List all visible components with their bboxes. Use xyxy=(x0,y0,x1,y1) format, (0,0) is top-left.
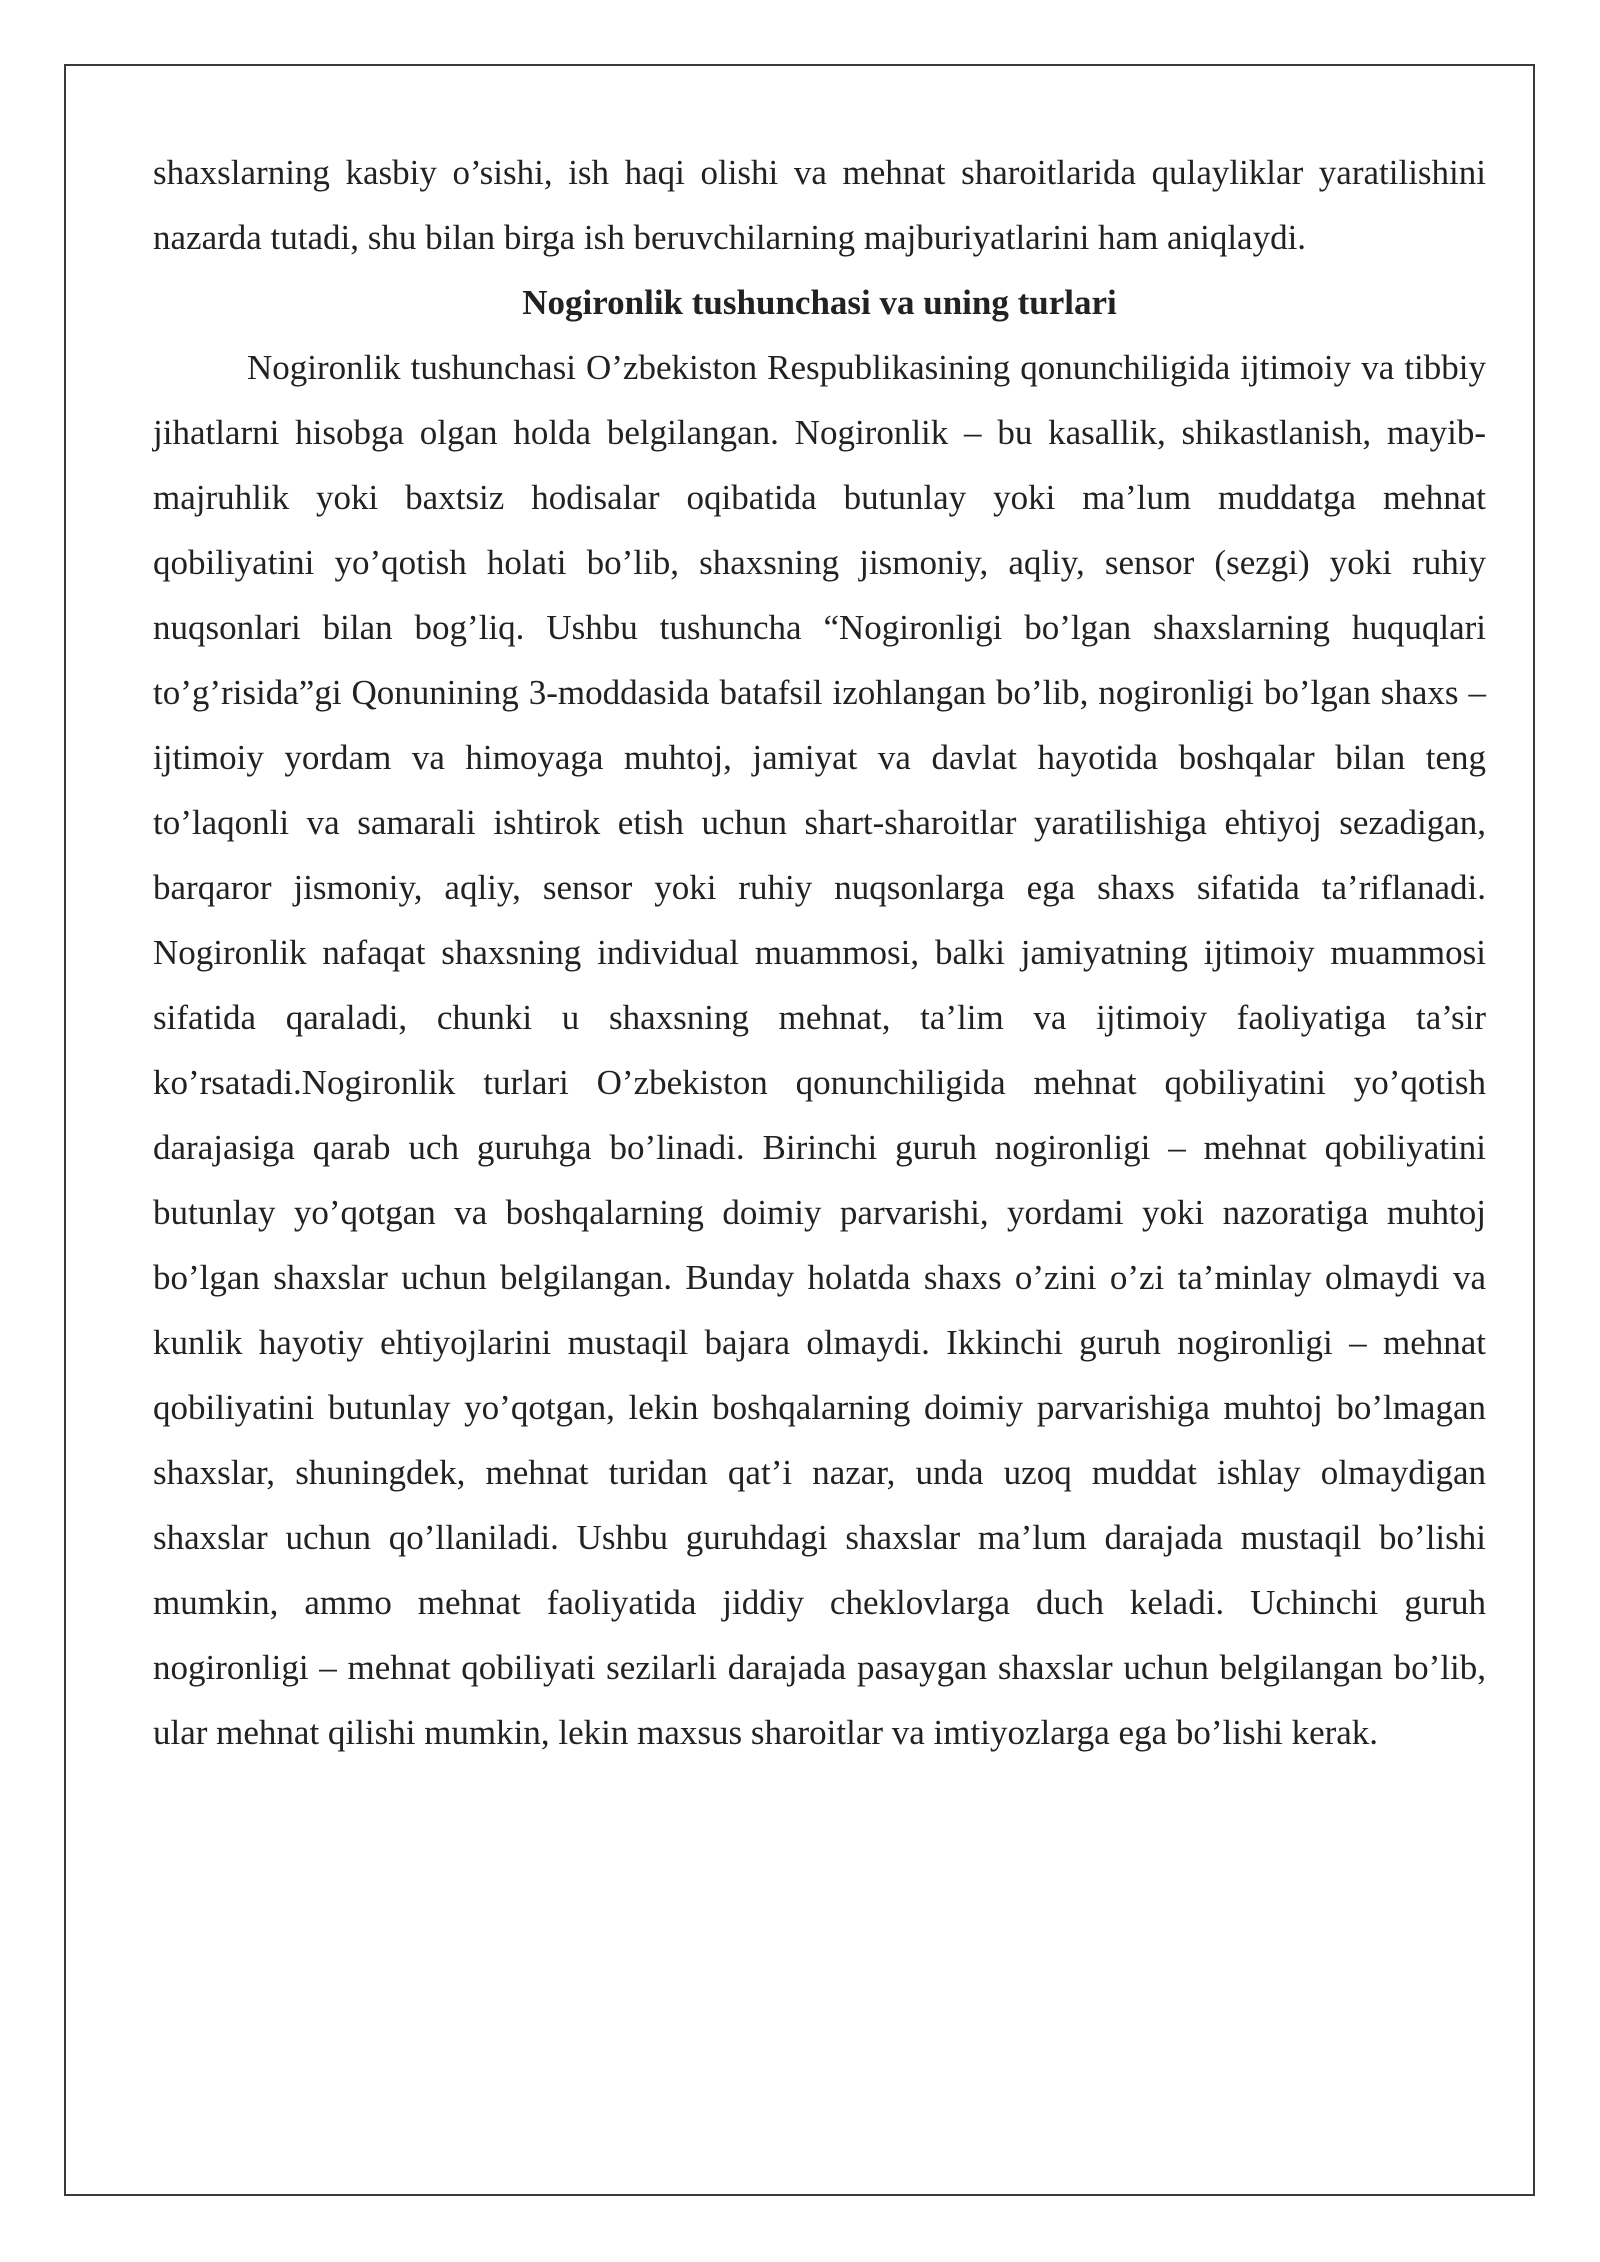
section-heading: Nogironlik tushunchasi va uning turlari xyxy=(522,283,1117,322)
document-body xyxy=(153,140,1486,1765)
main-paragraph: Nogironlik tushunchasi O’zbekiston Respublikasining qonunchiligida ijtimoiy va tibbiy jihatlarni hisobga olgan holda belgilangan. Nogironlik – bu kasallik, shikastlanish, mayib-majruhlik yoki baxtsiz hodisalar oqibatida butunlay yoki ma’lum muddatga mehnat qobiliyatini yo’qotish holati bo’lib, shaxsning jismoniy, aqliy, sensor (sezgi) yoki ruhiy nuqsonlari bilan bog’liq. Ushbu tushuncha “Nogironligi bo’lgan shaxslarning huquqlari to’g’risida”gi Qonunining 3-moddasida batafsil izohlangan bo’lib, nogironligi bo’lgan shaxs – ijtimoiy yordam va himoyaga muhtoj, jamiyat va davlat hayotida boshqalar bilan teng to’laqonli va samarali ishtirok etish uchun shart-sharoitlar yaratilishiga ehtiyoj sezadigan, barqaror jismoniy, aqliy, sensor yoki ruhiy nuqsonlarga ega shaxs sifatida ta’riflanadi. Nogironlik nafaqat shaxsning individual muammosi, balki jamiyatning ijtimoiy muammosi sifatida qaraladi, chunki u shaxsning mehnat, ta’lim va ijtimoiy faoliyatiga ta’sir ko’rsatadi.Nogironlik turlari O’zbekiston qonunchiligida mehnat qobiliyatini yo’qotish darajasiga qarab uch guruhga bo’linadi. Birinchi guruh nogironligi – mehnat qobiliyatini butunlay yo’qotgan va boshqalarning doimiy parvarishi, yordami yoki nazoratiga muhtoj bo’lgan shaxslar uchun belgilangan. Bunday holatda shaxs o’zini o’zi ta’minlay olmaydi va kunlik hayotiy ehtiyojlarini mustaqil bajara olmaydi. Ikkinchi guruh nogironligi – mehnat qobiliyatini butunlay yo’qotgan, lekin boshqalarning doimiy parvarishiga muhtoj bo’lmagan shaxslar, shuningdek, mehnat turidan qat’i nazar, unda uzoq muddat ishlay olmaydigan shaxslar uchun qo’llaniladi. Ushbu guruhdagi shaxslar ma’lum darajada mustaqil bo’lishi mumkin, ammo mehnat faoliyatida jiddiy cheklovlarga duch keladi. Uchinchi guruh nogironligi – mehnat qobiliyati sezilarli darajada pasaygan shaxslar uchun belgilangan bo’lib, ular mehnat qilishi mumkin, lekin maxsus sharoitlar va imtiyozlarga ega bo’lishi kerak. xyxy=(153,348,1486,1752)
intro-paragraph: shaxslarning kasbiy o’sishi, ish haqi olishi va mehnat sharoitlarida qulayliklar yaratilishini nazarda tutadi, shu bilan birga ish beruvchilarning majburiyatlarini ham aniqlaydi. xyxy=(153,153,1486,257)
